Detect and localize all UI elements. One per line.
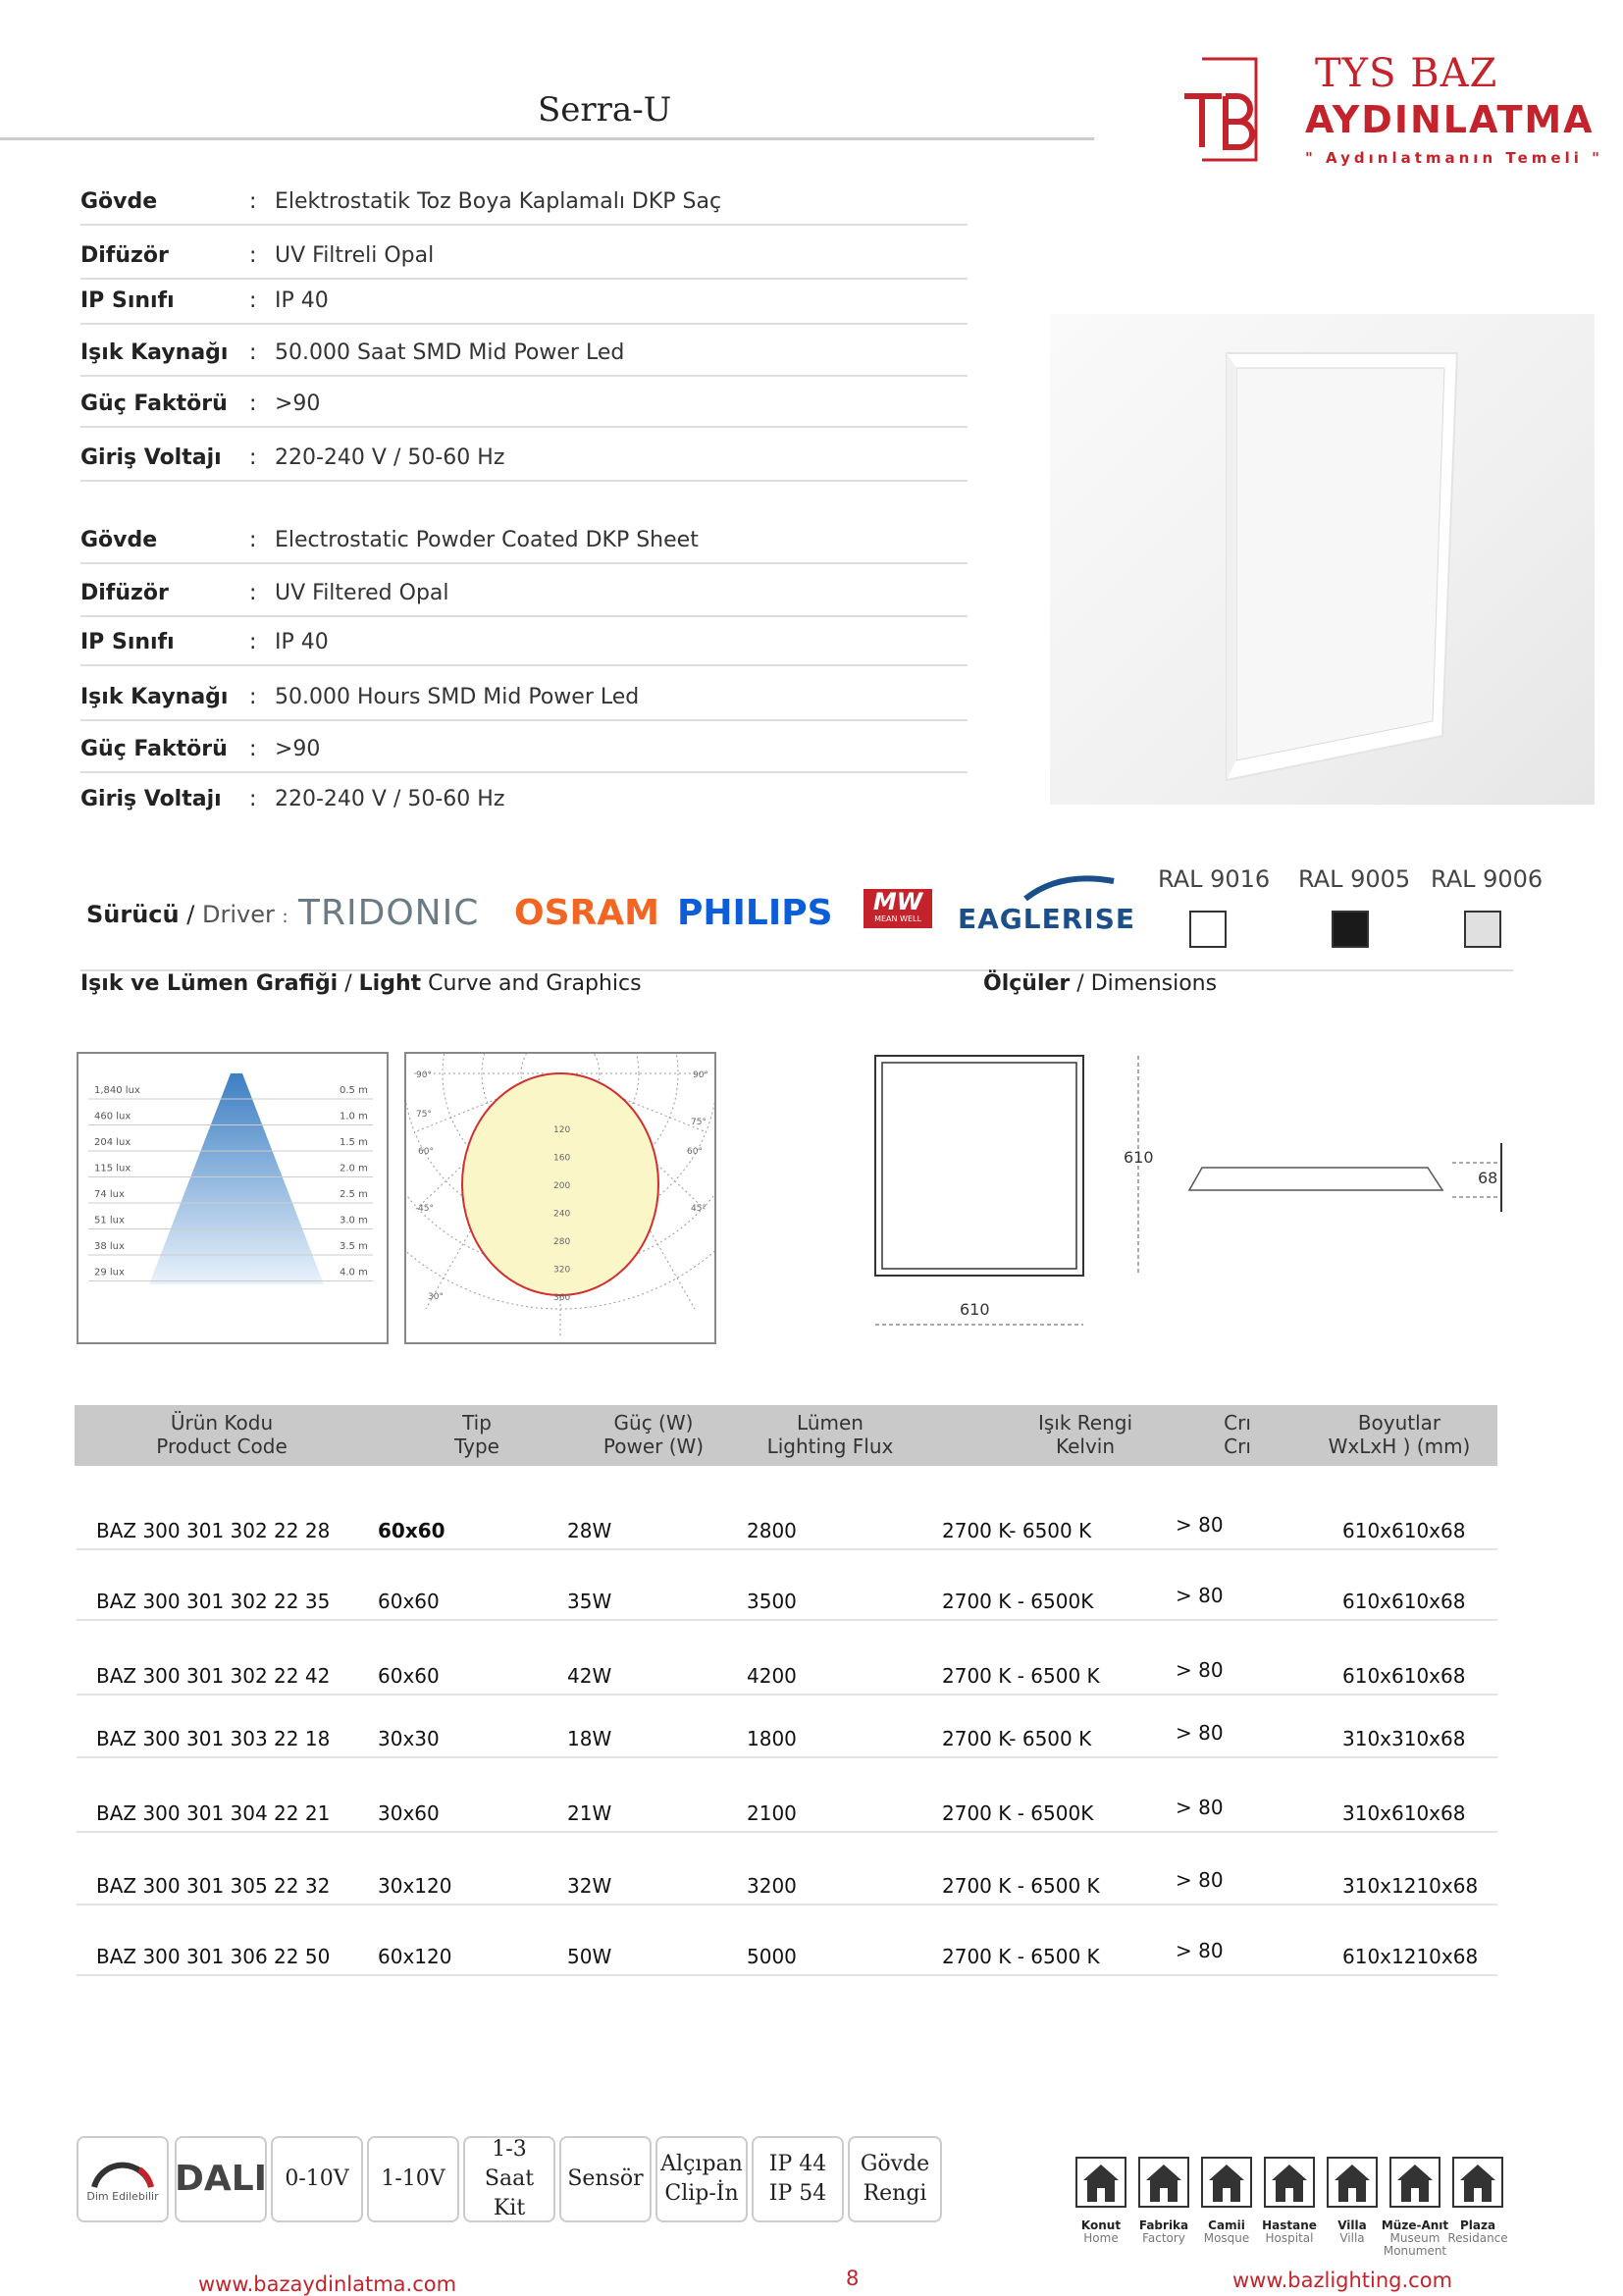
spec-row: [80, 324, 968, 377]
feature-badge: [175, 2136, 267, 2222]
table-cell: 4200: [747, 1664, 797, 1688]
brand-logo-icon: [1182, 57, 1261, 165]
table-cell: > 80: [1176, 1513, 1224, 1537]
header-en: WxLxH ) (mm): [1328, 1435, 1471, 1458]
polar-angle-label: 90°: [693, 1070, 708, 1080]
feature-line2: Kit: [493, 2196, 526, 2220]
distance-value: 1.5 m: [340, 1137, 368, 1148]
table-row: [77, 1784, 1497, 1833]
ral-swatch-9016: [1189, 911, 1227, 948]
spec-value: IP 40: [275, 288, 329, 313]
spec-row: [80, 770, 968, 821]
distance-value: 1.0 m: [340, 1111, 368, 1122]
header-tr: Boyutlar: [1357, 1411, 1441, 1435]
table-cell: 610x610x68: [1342, 1590, 1466, 1613]
curve-section-title: Işık ve Lümen Grafiği / Light Curve and Graphics: [80, 971, 642, 996]
plaza-icon: [1452, 2157, 1503, 2208]
spec-separator: :: [249, 787, 257, 811]
table-cell: 310x1210x68: [1342, 1874, 1479, 1898]
spec-value: Electrostatic Powder Coated DKP Sheet: [275, 528, 699, 552]
spec-value: 220-240 V / 50-60 Hz: [275, 787, 505, 811]
ral-label-9005: RAL 9005: [1298, 865, 1411, 893]
table-cell: 42W: [567, 1664, 612, 1688]
table-cell: 610x1210x68: [1342, 1945, 1479, 1968]
table-cell: > 80: [1176, 1658, 1224, 1682]
philips-logo: PHILIPS: [677, 893, 833, 933]
distance-value: 2.0 m: [340, 1163, 368, 1174]
ral-label-9006: RAL 9006: [1431, 865, 1544, 893]
table-cell: 2700 K - 6500K: [942, 1590, 1094, 1613]
lux-value: 204 lux: [94, 1137, 131, 1148]
polar-radius-label: 160: [553, 1153, 571, 1164]
table-cell: 610x610x68: [1342, 1519, 1466, 1542]
table-cell: 35W: [567, 1590, 612, 1613]
spec-value: 50.000 Hours SMD Mid Power Led: [275, 685, 640, 709]
title-bar: [0, 90, 1094, 140]
lux-value: 29 lux: [94, 1267, 125, 1278]
spec-row: [80, 429, 968, 482]
table-cell: > 80: [1176, 1868, 1224, 1892]
table-cell: 60x60: [378, 1590, 440, 1613]
spec-value: IP 40: [275, 630, 329, 654]
polar-angle-label: 60°: [418, 1147, 434, 1157]
table-cell: 5000: [747, 1945, 797, 1968]
spec-separator: :: [249, 445, 257, 470]
polar-radius-label: 320: [553, 1265, 571, 1276]
polar-angle-label: 60°: [687, 1147, 703, 1157]
spec-key: Giriş Voltajı: [80, 445, 222, 470]
spec-value: UV Filtreli Opal: [275, 243, 435, 268]
table-header-cell: [693, 1411, 968, 1458]
feature-line1: Alçıpan: [660, 2152, 743, 2176]
header-tr: Ürün Kodu: [170, 1411, 274, 1435]
header-en: Power (W): [602, 1435, 705, 1458]
osram-logo: OSRAM: [514, 893, 659, 933]
feature-badge: [271, 2136, 363, 2222]
table-cell: 1800: [747, 1727, 797, 1750]
table-cell: 3200: [747, 1874, 797, 1898]
spec-row: [80, 375, 968, 428]
product-title: Serra-U: [538, 90, 672, 130]
mosque-icon: [1201, 2157, 1252, 2208]
dim-width-label: 610: [960, 1300, 990, 1319]
dimensions-section-title: Ölçüler / Dimensions: [983, 971, 1218, 996]
spec-row: [80, 720, 968, 773]
table-cell: 310x610x68: [1342, 1801, 1466, 1825]
driver-label: Sürücü / Driver :: [86, 901, 288, 928]
table-cell: BAZ 300 301 302 22 28: [96, 1519, 331, 1542]
spec-value: 220-240 V / 50-60 Hz: [275, 445, 505, 470]
usage-label: Konut Home: [1080, 2218, 1122, 2245]
ral-swatch-9005: [1332, 911, 1369, 948]
feature-line2: IP 54: [768, 2181, 827, 2206]
feature-badge: [559, 2136, 652, 2222]
spec-separator: :: [249, 685, 257, 709]
table-cell: > 80: [1176, 1584, 1224, 1607]
table-cell: 30x30: [378, 1727, 440, 1750]
feature-line1: 1-3 Saat: [484, 2137, 535, 2191]
polar-radius-label: 280: [553, 1237, 571, 1247]
spec-row: [80, 564, 968, 617]
tridonic-logo: TRIDONIC: [298, 893, 480, 933]
table-cell: > 80: [1176, 1796, 1224, 1819]
page-number: 8: [846, 2267, 860, 2290]
spec-row: [80, 613, 968, 666]
hospital-icon: [1264, 2157, 1315, 2208]
spec-separator: :: [249, 581, 257, 605]
table-header-cell: [1301, 1411, 1497, 1458]
dimension-drawing: [864, 1050, 1511, 1344]
table-cell: 60x60: [378, 1664, 440, 1688]
header-tr: Crı: [1224, 1411, 1251, 1435]
distance-value: 0.5 m: [340, 1085, 368, 1096]
feature-line1: DALI: [174, 2159, 268, 2199]
lux-graph: [77, 1052, 389, 1344]
spec-separator: :: [249, 391, 257, 416]
spec-separator: :: [249, 340, 257, 365]
ral-label-9016: RAL 9016: [1158, 865, 1271, 893]
table-cell: 30x60: [378, 1801, 440, 1825]
feature-line2: Rengi: [863, 2181, 927, 2206]
table-cell: 60x60: [378, 1519, 445, 1542]
spec-row: [80, 511, 968, 564]
header-en: Crı: [1224, 1435, 1251, 1458]
spec-row: [80, 668, 968, 721]
table-cell: 2700 K - 6500K: [942, 1801, 1094, 1825]
villa-icon: [1327, 2157, 1378, 2208]
table-cell: 310x310x68: [1342, 1727, 1466, 1750]
dimmable-badge: Dim Edilebilir: [77, 2136, 169, 2222]
feature-line1: IP 44: [768, 2152, 827, 2176]
table-cell: > 80: [1176, 1721, 1224, 1745]
feature-badge: [752, 2136, 844, 2222]
table-cell: 610x610x68: [1342, 1664, 1466, 1688]
spec-value: >90: [275, 737, 321, 761]
usage-label: Plaza Residance: [1447, 2218, 1508, 2245]
lux-value: 115 lux: [94, 1163, 131, 1174]
house-icon: [1075, 2157, 1126, 2208]
table-cell: BAZ 300 301 304 22 21: [96, 1801, 331, 1825]
brand-name-line1: TYS BAZ: [1315, 51, 1498, 96]
usage-label: Fabrika Factory: [1138, 2218, 1189, 2245]
table-header: [75, 1405, 1497, 1466]
spec-key: Güç Faktörü: [80, 391, 228, 416]
table-cell: 2100: [747, 1801, 797, 1825]
polar-angle-label: 75°: [416, 1110, 432, 1120]
table-row: [77, 1646, 1497, 1696]
spec-key: IP Sınıfı: [80, 630, 175, 654]
table-cell: 3500: [747, 1590, 797, 1613]
polar-radius-label: 120: [553, 1125, 571, 1135]
product-image: [1050, 314, 1595, 805]
table-cell: 60x120: [378, 1945, 452, 1968]
table-cell: 50W: [567, 1945, 612, 1968]
spec-row: [80, 173, 968, 226]
distance-value: 3.5 m: [340, 1241, 368, 1252]
table-cell: 32W: [567, 1874, 612, 1898]
feature-line1: 0-10V: [285, 2166, 349, 2191]
footer-left-url[interactable]: www.bazaydinlatma.com: [198, 2272, 457, 2296]
polar-angle-label: 45°: [418, 1204, 434, 1214]
spec-key: Giriş Voltajı: [80, 787, 222, 811]
table-cell: 2700 K - 6500 K: [942, 1664, 1100, 1688]
brand-name-line2: AYDINLATMA: [1305, 98, 1595, 141]
usage-label: Camii Mosque: [1203, 2218, 1250, 2245]
table-cell: 2700 K- 6500 K: [942, 1727, 1092, 1750]
table-cell: BAZ 300 301 306 22 50: [96, 1945, 331, 1968]
polar-radius-label: 240: [553, 1209, 571, 1220]
distance-value: 2.5 m: [340, 1189, 368, 1200]
lux-value: 38 lux: [94, 1241, 125, 1252]
spec-separator: :: [249, 288, 257, 313]
dim-icon: [88, 2156, 157, 2191]
polar-radius-label: 360: [553, 1293, 571, 1303]
spec-row: [80, 272, 968, 325]
table-cell: BAZ 300 301 303 22 18: [96, 1727, 331, 1750]
usage-label: Villa Villa: [1337, 2218, 1367, 2245]
eaglerise-logo: EAGLERISE: [958, 903, 1136, 935]
feature-badge: [463, 2136, 555, 2222]
ral-swatch-9006: [1464, 911, 1501, 948]
table-row: [77, 1572, 1497, 1621]
spec-key: IP Sınıfı: [80, 288, 175, 313]
table-cell: 2700 K- 6500 K: [942, 1519, 1092, 1542]
lux-value: 1,840 lux: [94, 1085, 140, 1096]
header-tr: Güç (W): [613, 1411, 694, 1435]
distance-value: 4.0 m: [340, 1267, 368, 1278]
museum-icon: [1389, 2157, 1440, 2208]
polar-radius-label: 200: [553, 1181, 571, 1191]
usage-label: Hastane Hospital: [1262, 2218, 1317, 2245]
feature-line1: Gövde: [860, 2152, 930, 2176]
polar-angle-label: 75°: [691, 1118, 707, 1127]
table-cell: 2700 K - 6500 K: [942, 1945, 1100, 1968]
table-header-cell: [84, 1411, 359, 1458]
brand-slogan: " Aydınlatmanın Temeli ": [1305, 149, 1603, 167]
table-row: [77, 1501, 1497, 1550]
spec-value: >90: [275, 391, 321, 416]
spec-value: UV Filtered Opal: [275, 581, 449, 605]
spec-separator: :: [249, 630, 257, 654]
spec-separator: :: [249, 243, 257, 268]
table-cell: 21W: [567, 1801, 612, 1825]
table-row: [77, 1709, 1497, 1758]
table-cell: BAZ 300 301 302 22 42: [96, 1664, 331, 1688]
table-cell: 2800: [747, 1519, 797, 1542]
factory-icon: [1138, 2157, 1189, 2208]
polar-angle-label: 45°: [691, 1204, 707, 1214]
spec-key: Difüzör: [80, 243, 169, 268]
meanwell-logo: MW MEAN WELL: [864, 889, 932, 928]
spec-separator: :: [249, 737, 257, 761]
table-cell: 2700 K - 6500 K: [942, 1874, 1100, 1898]
header-tr: Lümen: [797, 1411, 864, 1435]
dim-depth-label: 68: [1478, 1169, 1498, 1187]
spec-value: Elektrostatik Toz Boya Kaplamalı DKP Saç: [275, 189, 722, 214]
table-cell: > 80: [1176, 1939, 1224, 1962]
table-cell: 18W: [567, 1727, 612, 1750]
lux-value: 460 lux: [94, 1111, 131, 1122]
header-en: Kelvin: [1055, 1435, 1116, 1458]
lux-value: 51 lux: [94, 1215, 125, 1226]
polar-graph: [404, 1052, 716, 1344]
header-en: Product Code: [156, 1435, 288, 1458]
table-cell: BAZ 300 301 305 22 32: [96, 1874, 331, 1898]
distance-value: 3.0 m: [340, 1215, 368, 1226]
header-tr: Tip: [462, 1411, 492, 1435]
spec-key: Işık Kaynağı: [80, 685, 229, 709]
feature-line1: 1-10V: [381, 2166, 445, 2191]
eaglerise-swoosh-icon: [1021, 871, 1119, 901]
feature-badge: [655, 2136, 748, 2222]
header-en: Lighting Flux: [766, 1435, 894, 1458]
header-en: Type: [454, 1435, 499, 1458]
polar-angle-label: 90°: [416, 1070, 432, 1080]
table-cell: 28W: [567, 1519, 612, 1542]
spec-key: Gövde: [80, 528, 158, 552]
spec-key: Gövde: [80, 189, 158, 214]
table-row: [77, 1927, 1497, 1976]
lux-value: 74 lux: [94, 1189, 125, 1200]
spec-key: Güç Faktörü: [80, 737, 228, 761]
table-cell: 30x120: [378, 1874, 452, 1898]
dim-height-label: 610: [1124, 1148, 1154, 1167]
usage-label: Müze-Anıt Museum Monument: [1381, 2218, 1449, 2258]
spec-key: Difüzör: [80, 581, 169, 605]
feature-line1: Sensör: [567, 2166, 644, 2191]
feature-badge: [848, 2136, 942, 2222]
spec-value: 50.000 Saat SMD Mid Power Led: [275, 340, 625, 365]
table-row: [77, 1856, 1497, 1905]
feature-line2: Clip-İn: [664, 2181, 739, 2206]
feature-badge: [367, 2136, 459, 2222]
spec-separator: :: [249, 189, 257, 214]
header-tr: Işık Rengi: [1037, 1411, 1133, 1435]
spec-key: Işık Kaynağı: [80, 340, 229, 365]
table-cell: BAZ 300 301 302 22 35: [96, 1590, 331, 1613]
spec-separator: :: [249, 528, 257, 552]
footer-right-url[interactable]: www.bazlighting.com: [1232, 2269, 1453, 2292]
table-header-cell: [1164, 1411, 1311, 1458]
polar-angle-label: 30°: [428, 1292, 444, 1302]
